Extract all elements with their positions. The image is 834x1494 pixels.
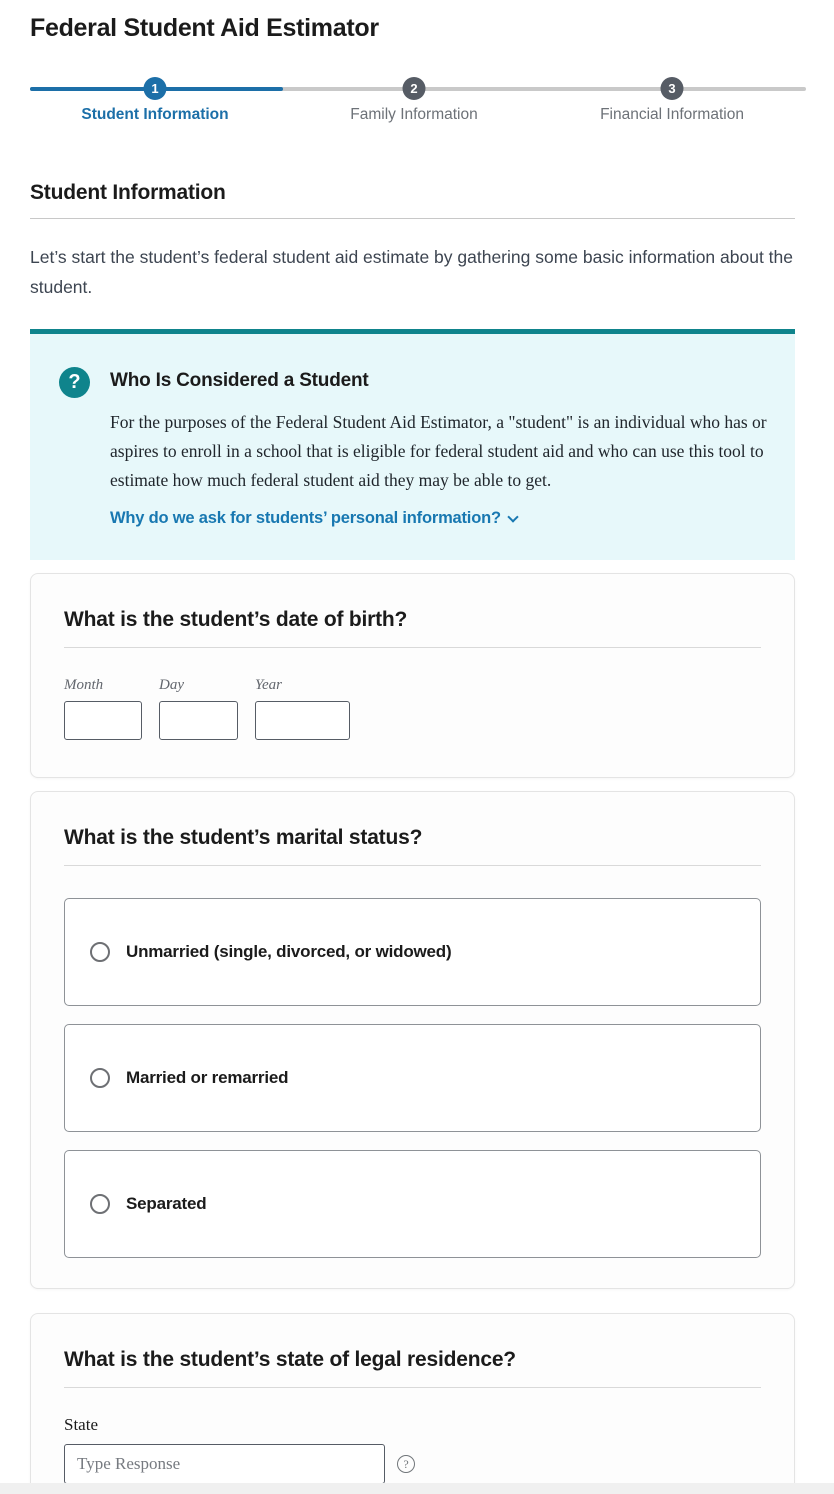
dob-question: What is the student’s date of birth? — [64, 608, 408, 631]
who-is-a-student-info-box — [30, 329, 795, 560]
state-field-label: State — [64, 1415, 98, 1434]
section-divider — [30, 218, 795, 219]
state-of-residence-card — [30, 1313, 795, 1494]
step-3-label: Financial Information — [600, 106, 744, 123]
dob-day-field — [159, 677, 238, 740]
day-input[interactable] — [159, 701, 238, 740]
section-heading: Student Information — [30, 181, 226, 204]
step-1-circle[interactable]: 1 — [144, 77, 167, 100]
day-label: Day — [159, 677, 184, 693]
marital-option-separated[interactable] — [64, 1150, 761, 1258]
chevron-down-icon — [507, 511, 518, 522]
marital-status-card — [30, 791, 795, 1289]
why-we-ask-link[interactable] — [110, 509, 772, 528]
marital-question: What is the student’s marital status? — [64, 826, 423, 849]
stepper-track — [30, 81, 806, 123]
date-of-birth-card — [30, 573, 795, 778]
option-label: Married or remarried — [126, 1068, 289, 1087]
page-title: Federal Student Aid Estimator — [30, 14, 379, 42]
info-box-body: For the purposes of the Federal Student Aid Estimator, a "student" is an individual who has or aspires to enroll in a school that is eligible for federal student aid and who can use this tool to estimate how much federal student aid they may be able to get. — [110, 412, 767, 490]
radio-button[interactable] — [90, 1194, 110, 1214]
state-input[interactable] — [64, 1444, 385, 1484]
intro-paragraph: Let’s start the student’s federal student aid estimate by gathering some basic information about the student. — [30, 247, 794, 297]
marital-option-unmarried[interactable] — [64, 898, 761, 1006]
step-1-label[interactable]: Student Information — [81, 106, 229, 123]
marital-divider — [64, 865, 761, 866]
step-2-circle[interactable]: 2 — [403, 77, 426, 100]
option-label: Unmarried (single, divorced, or widowed) — [126, 942, 452, 961]
dob-divider — [64, 647, 761, 648]
dob-year-field — [255, 677, 350, 740]
step-3-circle[interactable]: 3 — [661, 77, 684, 100]
state-question: What is the student’s state of legal residence? — [64, 1348, 516, 1371]
step-2-label: Family Information — [350, 106, 478, 123]
month-input[interactable] — [64, 701, 142, 740]
progress-stepper — [30, 81, 795, 159]
year-input[interactable] — [255, 701, 350, 740]
month-label: Month — [64, 677, 104, 693]
question-mark-icon: ? — [59, 367, 90, 398]
page-bottom-strip — [0, 1483, 834, 1494]
radio-button[interactable] — [90, 1068, 110, 1088]
dob-month-field — [64, 677, 142, 740]
why-we-ask-link-label: Why do we ask for students’ personal information? — [110, 509, 501, 527]
state-divider — [64, 1387, 761, 1388]
radio-button[interactable] — [90, 942, 110, 962]
help-icon[interactable]: ? — [397, 1455, 415, 1473]
option-label: Separated — [126, 1194, 207, 1213]
info-box-heading: Who Is Considered a Student — [110, 370, 369, 391]
marital-option-married[interactable] — [64, 1024, 761, 1132]
year-label: Year — [255, 677, 282, 693]
